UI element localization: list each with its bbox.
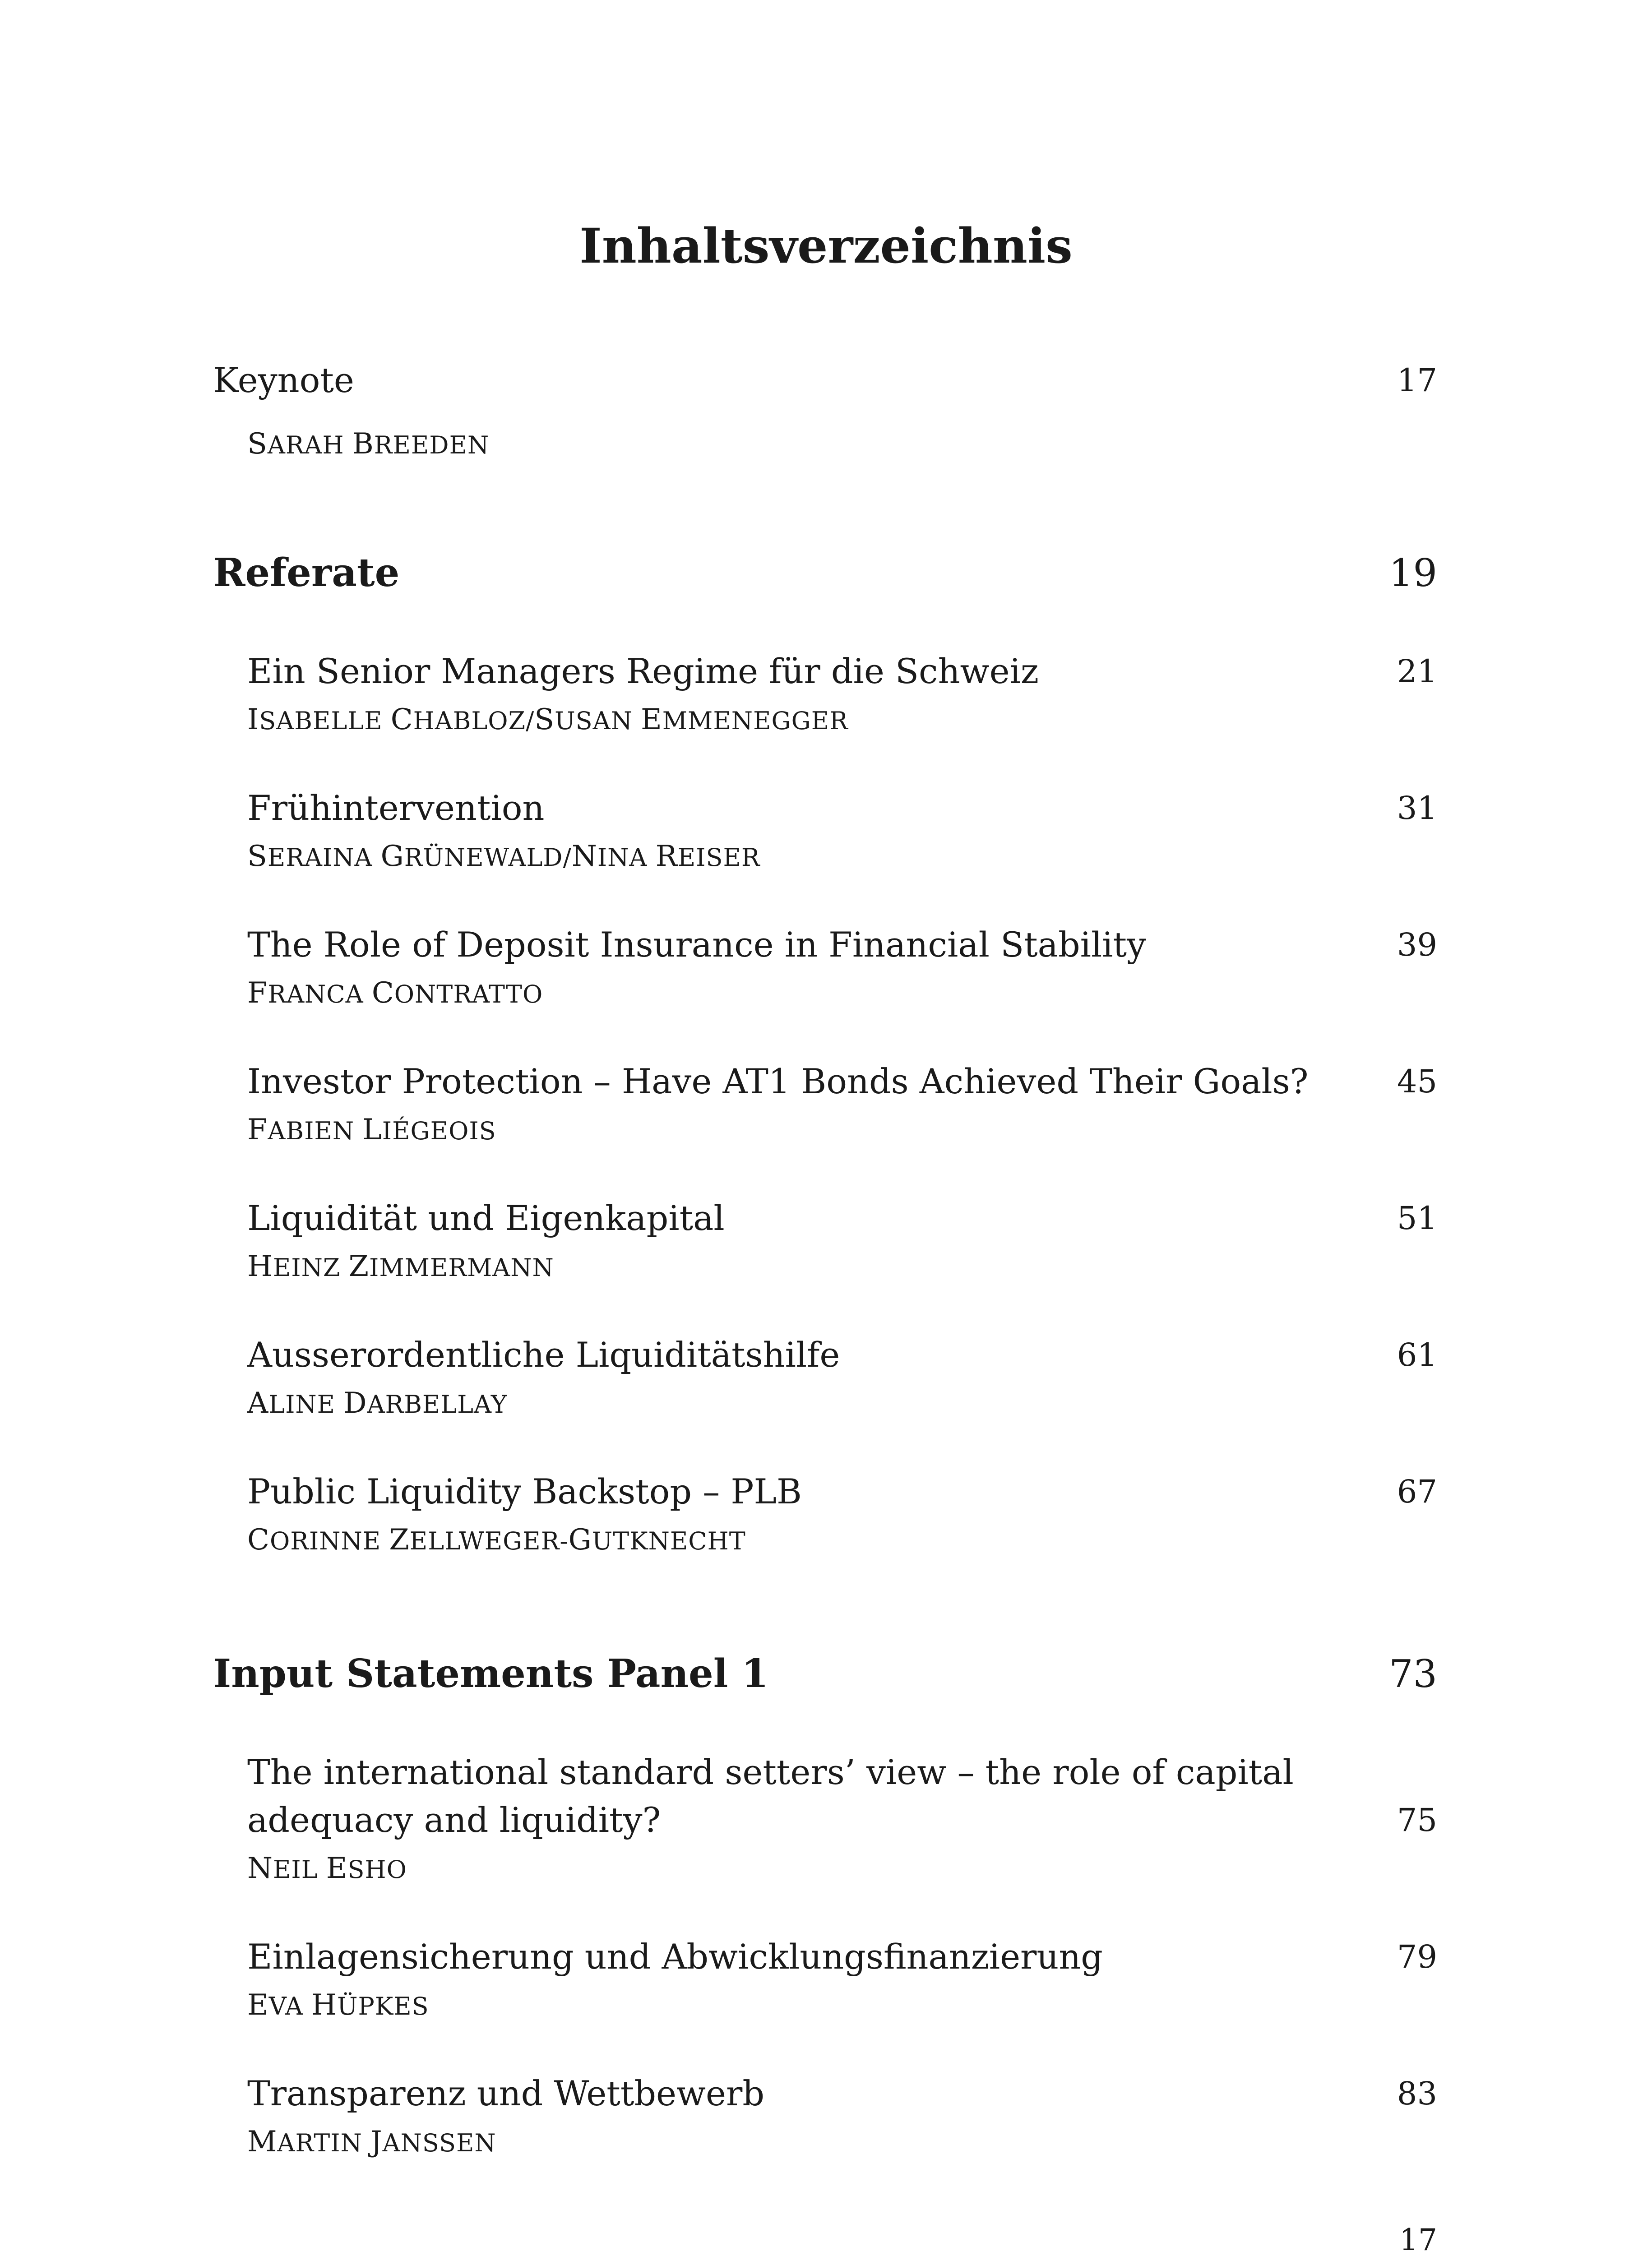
- entry-title: Ausserordentliche Liquiditätshilfe: [247, 1335, 840, 1375]
- toc-entry: [247, 1468, 802, 1558]
- entry-page-number: 67: [1397, 1473, 1437, 1510]
- entry-author: ALINE DARBELLAY: [247, 1387, 508, 1420]
- toc-entry: [247, 1058, 1308, 1148]
- entry-title: Ein Senior Managers Regime für die Schweiz: [247, 651, 1039, 691]
- toc-entry: [247, 1331, 840, 1422]
- toc-entry: [247, 784, 760, 875]
- toc-entry-keynote: [213, 356, 354, 404]
- entry-title: Transparenz und Wettbewerb: [247, 2073, 765, 2113]
- entry-author: EVA HÜPKES: [247, 1988, 429, 2022]
- toc-entry: [247, 1194, 725, 1285]
- entry-page-number: 31: [1397, 790, 1437, 827]
- entry-author: HEINZ ZIMMERMANN: [247, 1250, 554, 1283]
- page-folio: 17: [1399, 2223, 1437, 2256]
- entry-author: SARAH BREEDEN: [247, 427, 490, 461]
- entry-page-number: 21: [1397, 653, 1437, 690]
- entry-title: The Role of Deposit Insurance in Financial Stability: [247, 925, 1147, 965]
- entry-author: CORINNE ZELLWEGER-GUTKNECHT: [247, 1523, 746, 1557]
- page-title: Inhaltsverzeichnis: [579, 217, 1073, 274]
- entry-author: ISABELLE CHABLOZ/SUSAN EMMENEGGER: [247, 703, 848, 736]
- entry-title-line-2: adequacy and liquidity?: [247, 1800, 661, 1840]
- entry-page-number: 79: [1397, 1938, 1437, 1975]
- section-title: Referate: [213, 550, 400, 596]
- section-title: Input Statements Panel 1: [213, 1651, 769, 1697]
- entry-page-number: 39: [1397, 926, 1437, 963]
- toc-entry: [247, 2070, 764, 2160]
- toc-entry: [247, 1933, 1103, 2024]
- entry-page-number: 61: [1397, 1336, 1437, 1373]
- section-page-number: 19: [1389, 551, 1437, 595]
- entry-author: SERAINA GRÜNEWALD/NINA REISER: [247, 840, 760, 873]
- entry-page-number: 75: [1397, 1802, 1437, 1839]
- entry-page-number: 83: [1397, 2075, 1437, 2112]
- entry-title: Investor Protection – Have AT1 Bonds Achieved Their Goals?: [247, 1061, 1309, 1101]
- toc-entry-keynote-author: [247, 420, 489, 462]
- section-page-number: 73: [1389, 1652, 1437, 1696]
- entry-title: Keynote: [213, 360, 354, 400]
- entry-page-number: 17: [1397, 362, 1437, 399]
- entry-author: MARTIN JANSSEN: [247, 2125, 496, 2159]
- entry-page-number: 45: [1397, 1063, 1437, 1100]
- entry-title: Public Liquidity Backstop – PLB: [247, 1471, 802, 1512]
- entry-title: Einlagensicherung und Abwicklungsfinanzierung: [247, 1937, 1103, 1977]
- entry-title: Frühintervention: [247, 788, 545, 828]
- toc-entry: [247, 647, 1039, 738]
- entry-author: FRANCA CONTRATTO: [247, 976, 543, 1010]
- toc-entry: [247, 1748, 1294, 1887]
- toc-entry: [247, 921, 1146, 1012]
- entry-author: NEIL ESHO: [247, 1852, 407, 1885]
- entry-author: FABIEN LIÉGEOIS: [247, 1113, 496, 1146]
- entry-title-line-1: The international standard setters’ view – the role of capital: [247, 1752, 1294, 1792]
- entry-title: Liquidität und Eigenkapital: [247, 1198, 725, 1238]
- entry-page-number: 51: [1397, 1200, 1437, 1237]
